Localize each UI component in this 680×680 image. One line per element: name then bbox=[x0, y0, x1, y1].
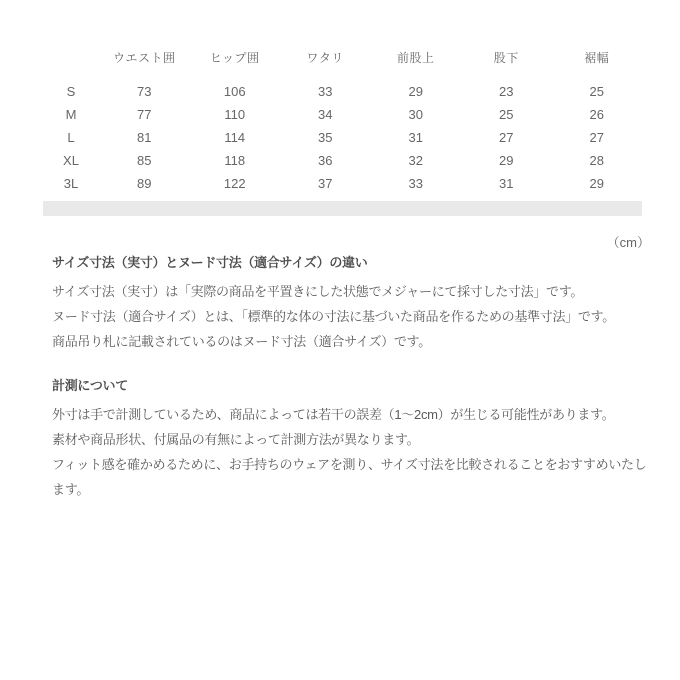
table-cell: 32 bbox=[408, 153, 423, 168]
size-label: L bbox=[67, 130, 75, 145]
size-label: 3L bbox=[63, 176, 79, 191]
table-cell: 25 bbox=[589, 84, 604, 99]
divider-bar bbox=[43, 201, 642, 216]
size-label: XL bbox=[63, 153, 79, 168]
table-cell: 31 bbox=[408, 130, 423, 145]
table-row bbox=[43, 80, 642, 103]
column-header-thigh: ワタリ bbox=[306, 51, 344, 65]
table-cell: 36 bbox=[318, 153, 333, 168]
table-cell: 33 bbox=[408, 176, 423, 191]
size-chart-table bbox=[43, 44, 642, 195]
notes-area bbox=[52, 253, 652, 502]
table-cell: 106 bbox=[223, 84, 246, 99]
table-row bbox=[43, 149, 642, 172]
table-cell: 27 bbox=[499, 130, 514, 145]
table-cell: 73 bbox=[137, 84, 152, 99]
table-header-row bbox=[43, 44, 642, 80]
table-cell: 114 bbox=[224, 130, 246, 145]
column-header-hem-width: 裾幅 bbox=[584, 51, 610, 65]
note-line: サイズ寸法（実寸）は「実際の商品を平置きにした状態でメジャーにて採寸した寸法」です。 bbox=[52, 284, 584, 299]
table-cell: 33 bbox=[318, 84, 333, 99]
table-cell: 27 bbox=[589, 130, 604, 145]
table-cell: 29 bbox=[589, 176, 604, 191]
table-cell: 81 bbox=[137, 130, 152, 145]
table-cell: 26 bbox=[589, 107, 604, 122]
note-line: ヌード寸法（適合サイズ）とは、「標準的な体の寸法に基づいた商品を作るための基準寸法」です。 bbox=[52, 309, 615, 324]
table-cell: 89 bbox=[137, 176, 152, 191]
table-cell: 31 bbox=[499, 176, 514, 191]
table-cell: 25 bbox=[499, 107, 514, 122]
table-cell: 37 bbox=[318, 176, 333, 191]
table-cell: 85 bbox=[137, 153, 152, 168]
table-cell: 110 bbox=[224, 107, 246, 122]
note-line: フィット感を確かめるために、お手持ちのウェアを測り、サイズ寸法を比較されることをおすすめいたします。 bbox=[52, 457, 647, 497]
table-row bbox=[43, 126, 642, 149]
table-cell: 28 bbox=[589, 153, 604, 168]
table-row bbox=[43, 103, 642, 126]
note-line: 素材や商品形状、付属品の有無によって計測方法が異なります。 bbox=[52, 432, 420, 447]
column-header-hip: ヒップ囲 bbox=[209, 51, 260, 65]
section-heading: サイズ寸法（実寸）とヌード寸法（適合サイズ）の違い bbox=[52, 255, 368, 270]
table-cell: 77 bbox=[137, 107, 152, 122]
table-row bbox=[43, 172, 642, 195]
unit-label: （cm） bbox=[606, 235, 650, 250]
note-line: 商品吊り札に記載されているのはヌード寸法（適合サイズ）です。 bbox=[52, 334, 431, 349]
column-header-front-rise: 前股上 bbox=[396, 51, 435, 65]
table-cell: 35 bbox=[318, 130, 333, 145]
table-cell: 29 bbox=[408, 84, 423, 99]
table-cell: 30 bbox=[408, 107, 423, 122]
note-line: 外寸は手で計測しているため、商品によっては若干の誤差（1～2cm）が生じる可能性があります。 bbox=[52, 407, 615, 422]
table-cell: 29 bbox=[499, 153, 514, 168]
table-cell: 23 bbox=[499, 84, 514, 99]
column-header-inseam: 股下 bbox=[493, 51, 519, 65]
table-cell: 118 bbox=[224, 153, 246, 168]
section-size-definition bbox=[52, 253, 652, 354]
section-heading: 計測について bbox=[52, 378, 128, 393]
table-cell: 34 bbox=[318, 107, 333, 122]
size-label: M bbox=[65, 107, 77, 122]
size-label: S bbox=[66, 84, 76, 99]
section-measurement bbox=[52, 376, 652, 502]
table-cell: 122 bbox=[223, 176, 246, 191]
column-header-waist: ウエスト囲 bbox=[112, 51, 176, 65]
